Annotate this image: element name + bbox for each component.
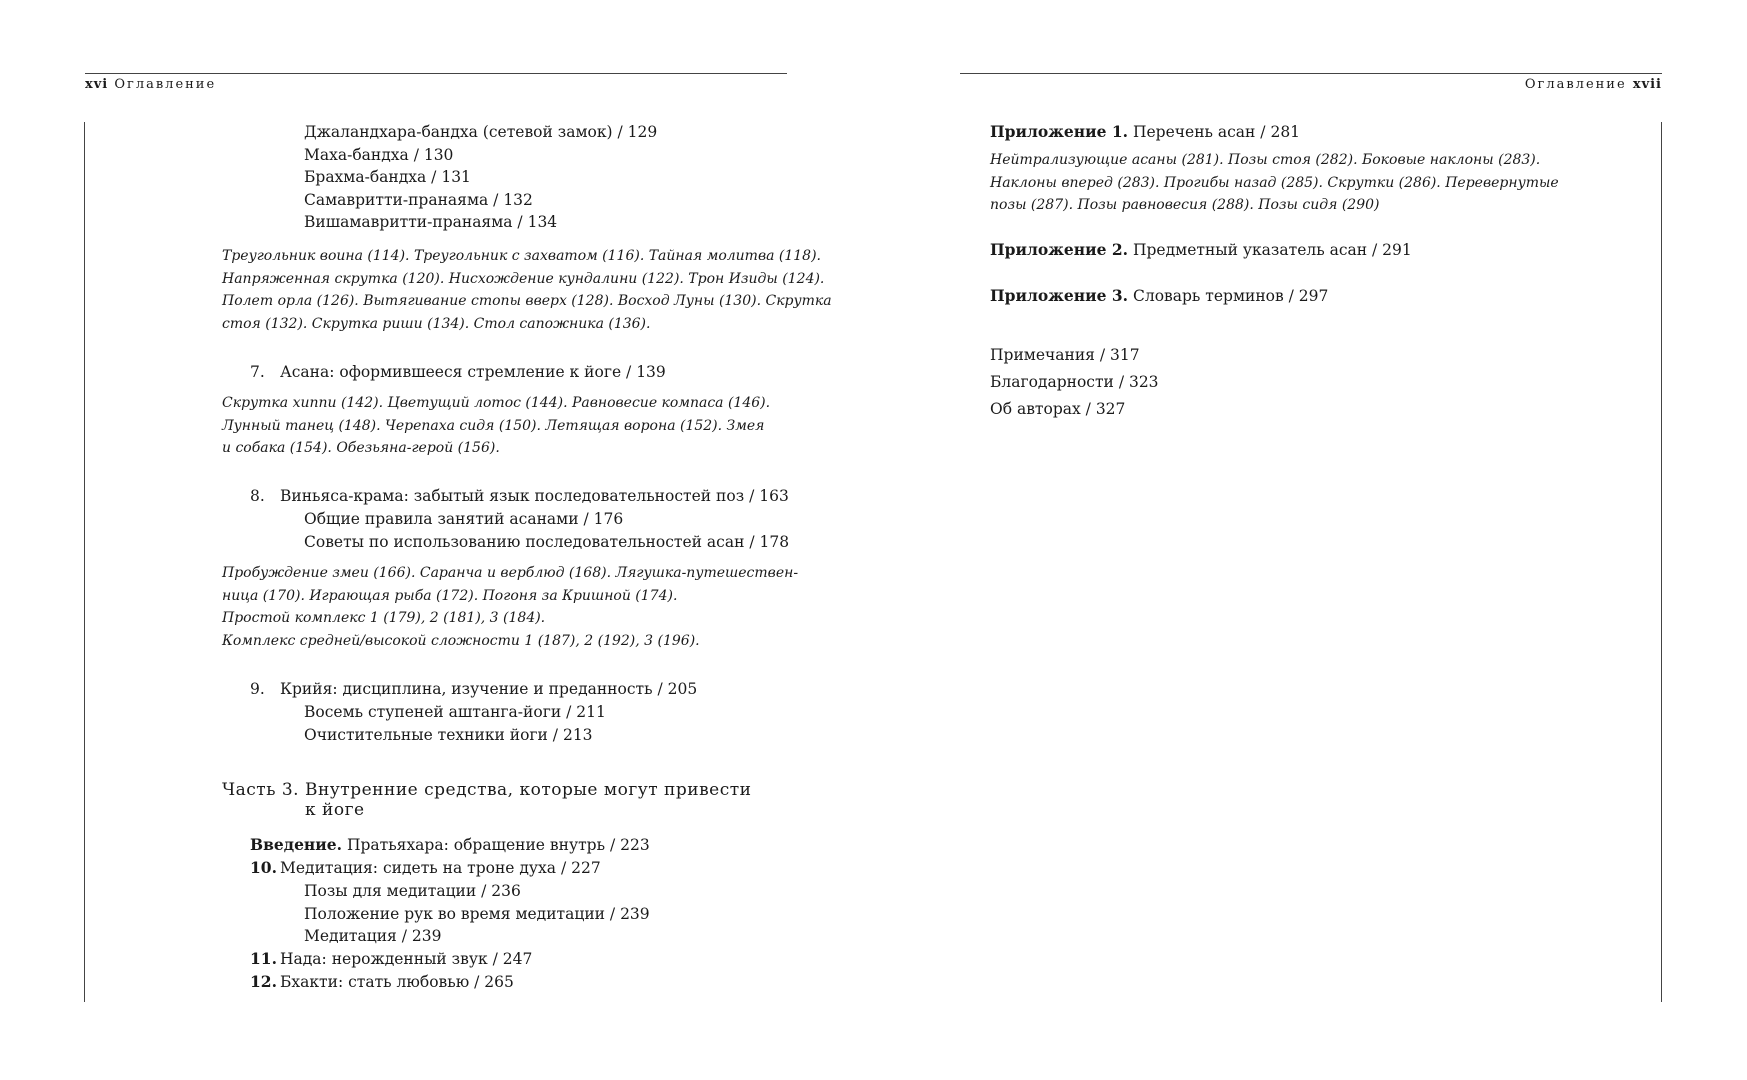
appendix-title: Словарь терминов / 297	[1132, 287, 1329, 305]
introduction-entry	[250, 834, 650, 857]
list-item: Полет орла (126). Вытягивание стопы вверх (128). Восход Луны (130). Скрутка	[222, 293, 832, 309]
chapter-number: 11.	[250, 949, 277, 968]
list-item: Нейтрализующие асаны (281). Позы стоя (282). Боковые наклоны (283).	[990, 152, 1541, 168]
appendix-label: Приложение 1.	[990, 122, 1129, 141]
right-header-title: Оглавление	[1524, 77, 1627, 92]
chapter-title: Нада: нерожденный звук / 247	[280, 950, 533, 968]
chapter-title: Крийя: дисциплина, изучение и преданность / 205	[280, 680, 698, 698]
list-item: Советы по использованию последовательностей асан / 178	[304, 532, 790, 551]
left-header-title: Оглавление	[114, 77, 217, 92]
list-item: Джаландхара-бандха (сетевой замок) / 129	[304, 123, 658, 141]
chapter-12	[250, 971, 514, 994]
appendix-2	[990, 239, 1412, 262]
chapter-title: Асана: оформившееся стремление к йоге / 139	[280, 363, 666, 381]
list-item: Восемь ступеней аштанга-йоги / 211	[304, 703, 606, 721]
poses-list-ch8	[222, 562, 798, 652]
appendix-1	[990, 121, 1300, 144]
list-item: Скрутка хиппи (142). Цветущий лотос (144). Равновесие компаса (146).	[222, 395, 771, 411]
right-header-rule	[960, 73, 1662, 74]
chapter-8	[250, 485, 789, 508]
list-item: Позы для медитации / 236	[304, 882, 521, 900]
right-margin-rule	[1661, 122, 1662, 1002]
poses-list-ch7	[222, 392, 770, 460]
appendix-label: Приложение 2.	[990, 240, 1129, 259]
list-item: Самавритти-пранаяма / 132	[304, 190, 533, 209]
list-item: и собака (154). Обезьяна-герой (156).	[222, 440, 500, 456]
part-3-heading	[222, 780, 751, 820]
list-item: Очистительные техники йоги / 213	[304, 725, 593, 744]
chapter-10-subsections	[304, 880, 650, 948]
list-item: Пробуждение змеи (166). Саранча и верблюд (168). Лягушка-путешествен-	[222, 565, 799, 581]
list-item: Комплекс средней/высокой сложности 1 (187), 2 (192), 3 (196).	[222, 632, 700, 649]
chapter-8-subsections	[304, 508, 789, 553]
list-item: Общие правила занятий асанами / 176	[304, 510, 624, 528]
back-matter	[990, 342, 1159, 423]
intro-title: Пратьяхара: обращение внутрь / 223	[346, 836, 650, 854]
appendix-title: Перечень асан / 281	[1132, 123, 1301, 141]
chapter-9-subsections	[304, 701, 606, 746]
chapter-title: Виньяса-крама: забытый язык последовательностей поз / 163	[280, 487, 789, 505]
list-item: Брахма-бандха / 131	[304, 168, 471, 186]
right-page-number: xvii	[1632, 77, 1662, 92]
part-title-line: Часть 3. Внутренние средства, которые могут привести	[222, 780, 752, 800]
chapter-10	[250, 857, 601, 880]
left-margin-rule	[84, 122, 85, 1002]
chapter-title: Бхакти: стать любовью / 265	[280, 973, 514, 991]
left-header-rule	[85, 73, 787, 74]
list-item: Положение рук во время медитации / 239	[304, 904, 650, 923]
list-item: Напряженная скрутка (120). Нисхождение кундалини (122). Трон Изиды (124).	[222, 270, 825, 287]
list-item: Лунный танец (148). Черепаха сидя (150). Летящая ворона (152). Змея	[222, 417, 765, 434]
chapter-11	[250, 948, 532, 971]
list-item: Маха-бандха / 130	[304, 145, 454, 164]
left-page-number: xvi	[85, 77, 109, 92]
left-running-header	[85, 77, 216, 92]
list-item: Вишамавритти-пранаяма / 134	[304, 213, 558, 231]
chapter-number: 9.	[250, 680, 265, 698]
list-item: Медитация / 239	[304, 927, 442, 945]
chapter-number: 10.	[250, 858, 277, 877]
part-title-line: к йоге	[305, 800, 365, 820]
list-item: Треугольник воина (114). Треугольник с захватом (116). Тайная молитва (118).	[222, 248, 821, 264]
chapter-7	[250, 361, 666, 384]
notes-entry: Примечания / 317	[990, 346, 1140, 364]
poses-list-top	[222, 245, 832, 335]
appendix-1-poses	[990, 149, 1559, 217]
list-item: Наклоны вперед (283). Прогибы назад (285). Скрутки (286). Перевернутые	[990, 174, 1559, 191]
appendix-3	[990, 285, 1328, 308]
chapter-title: Медитация: сидеть на троне духа / 227	[280, 859, 601, 877]
subsection-list-top	[304, 121, 657, 234]
list-item: позы (287). Позы равновесия (288). Позы сидя (290)	[990, 197, 1380, 213]
acknowledgements-entry: Благодарности / 323	[990, 373, 1159, 391]
list-item: ница (170). Играющая рыба (172). Погоня за Кришной (174).	[222, 587, 678, 604]
list-item: Простой комплекс 1 (179), 2 (181), 3 (184).	[222, 610, 546, 626]
about-authors-entry: Об авторах / 327	[990, 400, 1126, 418]
chapter-number: 7.	[250, 363, 265, 381]
appendix-label: Приложение 3.	[990, 286, 1129, 305]
intro-label: Введение.	[250, 835, 343, 854]
list-item: стоя (132). Скрутка риши (134). Стол сапожника (136).	[222, 315, 651, 332]
right-running-header	[1525, 77, 1662, 92]
appendix-title: Предметный указатель асан / 291	[1132, 241, 1412, 259]
chapter-number: 12.	[250, 972, 277, 991]
chapter-9	[250, 678, 697, 701]
chapter-number: 8.	[250, 487, 265, 505]
